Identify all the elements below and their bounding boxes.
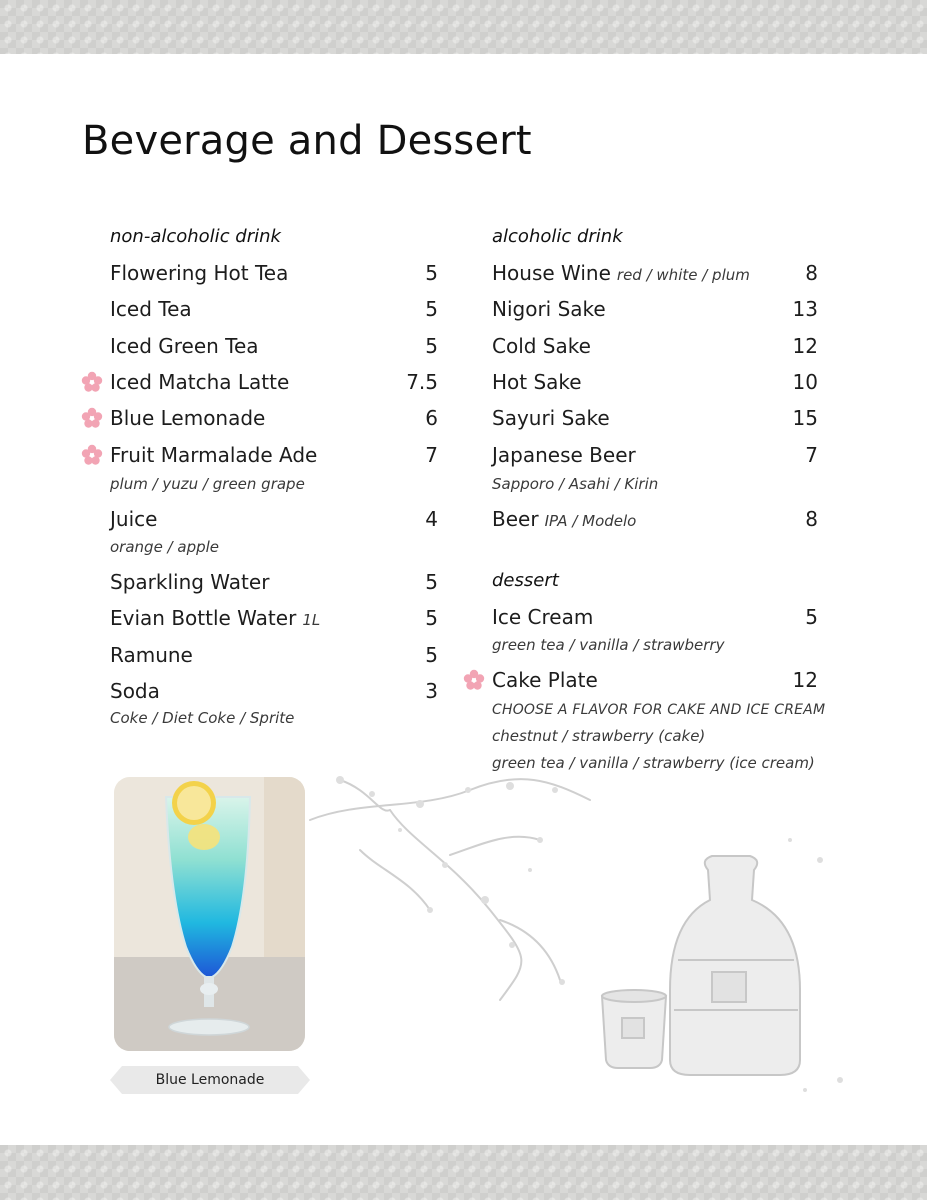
bottom-pattern-band xyxy=(0,1145,927,1200)
menu-item-name: Sparkling Water xyxy=(110,570,270,594)
menu-item-name: Japanese Beer xyxy=(492,443,636,467)
page-title: Beverage and Dessert xyxy=(82,118,532,164)
menu-item-instruction: CHOOSE A FLAVOR FOR CAKE AND ICE CREAM xyxy=(492,702,826,718)
menu-item-price: 8 xyxy=(805,261,818,285)
menu-item-name xyxy=(492,261,750,287)
menu-item-price: 7 xyxy=(805,443,818,467)
menu-item-name: Iced Green Tea xyxy=(110,334,259,358)
menu-item-name: Flowering Hot Tea xyxy=(110,261,289,285)
menu-item-options: Coke / Diet Coke / Sprite xyxy=(110,709,295,727)
menu-item-note: IPA / Modelo xyxy=(544,512,637,530)
menu-item-options: plum / yuzu / green grape xyxy=(110,475,305,493)
cherry-blossom-icon xyxy=(81,371,103,393)
menu-item-options: green tea / vanilla / strawberry (ice cream) xyxy=(492,754,815,772)
menu-item-name: Hot Sake xyxy=(492,370,582,394)
cherry-blossom-icon xyxy=(463,669,485,691)
menu-item-options: orange / apple xyxy=(110,538,220,556)
menu-item-price: 3 xyxy=(425,679,438,703)
menu-item-name: Sayuri Sake xyxy=(492,406,610,430)
menu-item-price: 6 xyxy=(425,406,438,430)
menu-item-name-text: House Wine xyxy=(492,261,611,285)
section-label-non-alcoholic: non-alcoholic drink xyxy=(110,226,281,247)
menu-item-price: 10 xyxy=(792,370,818,394)
menu-item-note: red / white / plum xyxy=(616,266,750,284)
menu-item-name: Fruit Marmalade Ade xyxy=(110,443,318,467)
photo-caption: Blue Lemonade xyxy=(155,1072,265,1088)
section-label-dessert: dessert xyxy=(492,570,559,591)
menu-item-name: Soda xyxy=(110,679,160,703)
menu-item-price: 5 xyxy=(425,570,438,594)
menu-item-name-text: Beer xyxy=(492,507,539,531)
menu-item-name: Iced Tea xyxy=(110,297,192,321)
menu-item-price: 12 xyxy=(792,668,818,692)
menu-item-price: 5 xyxy=(425,606,438,630)
menu-item-name: Nigori Sake xyxy=(492,297,606,321)
menu-item-name: Ramune xyxy=(110,643,193,667)
menu-item-note: 1L xyxy=(302,611,321,629)
menu-item-name: Iced Matcha Latte xyxy=(110,370,290,394)
menu-item-price: 7 xyxy=(425,443,438,467)
menu-item-price: 13 xyxy=(792,297,818,321)
menu-item-options: Sapporo / Asahi / Kirin xyxy=(492,475,659,493)
menu-item-name: Ice Cream xyxy=(492,605,594,629)
menu-item-name: Blue Lemonade xyxy=(110,406,266,430)
menu-item-options: green tea / vanilla / strawberry xyxy=(492,636,725,654)
menu-item-price: 7.5 xyxy=(406,370,438,394)
menu-item-price: 5 xyxy=(425,334,438,358)
menu-item-name xyxy=(492,507,636,533)
menu-item-price: 12 xyxy=(792,334,818,358)
menu-item-price: 5 xyxy=(425,261,438,285)
menu-item-price: 8 xyxy=(805,507,818,531)
sake-and-branch-illustration xyxy=(300,760,860,1140)
menu-item-price: 5 xyxy=(425,643,438,667)
menu-item-name-text: Evian Bottle Water xyxy=(110,606,297,630)
section-label-alcoholic: alcoholic drink xyxy=(492,226,623,247)
menu-item-price: 5 xyxy=(805,605,818,629)
cherry-blossom-icon xyxy=(81,444,103,466)
menu-item-price: 4 xyxy=(425,507,438,531)
top-pattern-band xyxy=(0,0,927,54)
menu-item-price: 5 xyxy=(425,297,438,321)
cherry-blossom-icon xyxy=(81,407,103,429)
menu-item-name: Juice xyxy=(110,507,158,531)
menu-item-name: Cake Plate xyxy=(492,668,598,692)
menu-item-name xyxy=(110,606,320,632)
menu-item-options: chestnut / strawberry (cake) xyxy=(492,727,706,745)
menu-item-name: Cold Sake xyxy=(492,334,591,358)
blue-lemonade-photo xyxy=(114,777,305,1051)
menu-item-price: 15 xyxy=(792,406,818,430)
